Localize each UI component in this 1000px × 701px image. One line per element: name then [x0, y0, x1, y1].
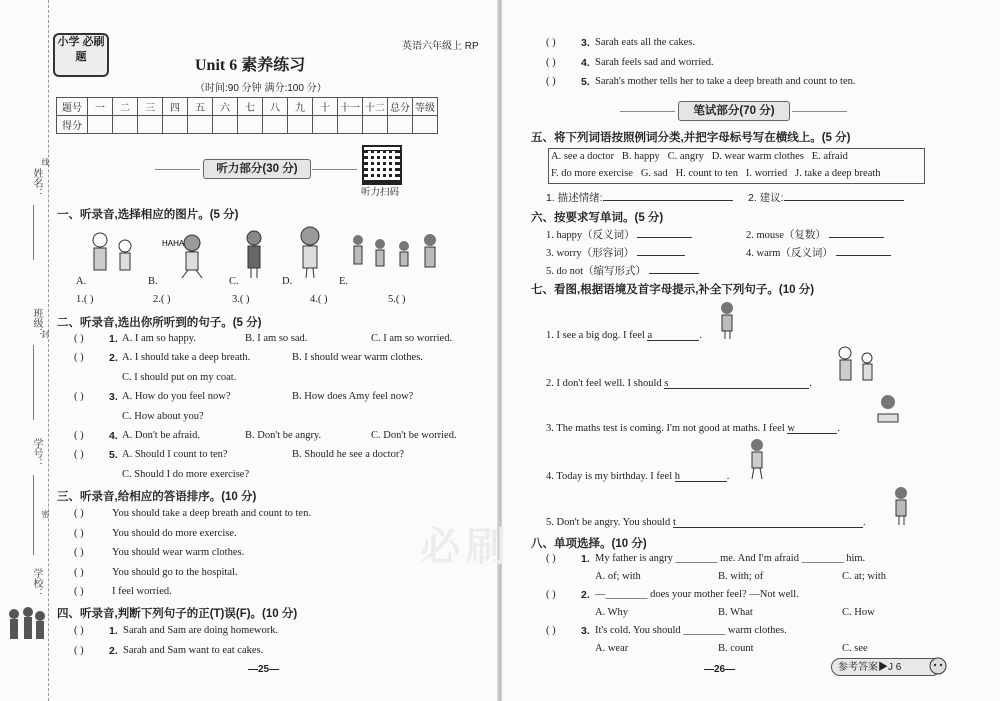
s7-item-1: 1. I see a big dog. I feel a . — [546, 330, 703, 341]
picture-letter-a: A. — [76, 276, 87, 287]
s7-picture-2-sick-boy-icon — [833, 344, 879, 386]
option-c: C. I should put on my coat. — [122, 372, 237, 383]
name-line — [33, 205, 34, 260]
question-number: 2. — [109, 352, 118, 364]
option-c: C. Should I do more exercise? — [122, 469, 250, 480]
reply-sentence: You should go to the hospital. — [112, 566, 238, 578]
s1-answer-3[interactable]: 3.( ) — [232, 294, 250, 305]
answer-paren[interactable]: ( ) — [74, 645, 84, 656]
score-header-cell: 九 — [288, 98, 313, 116]
score-row-label: 得分 — [57, 116, 88, 134]
banner-line-right — [312, 169, 357, 170]
school-label: 学校： — [31, 568, 42, 598]
word-option-i: I. worried — [745, 168, 788, 179]
score-header-cell: 十一 — [338, 98, 363, 116]
option-b: B. I should wear warm clothes. — [292, 352, 423, 363]
choice-b: B. What — [718, 607, 753, 618]
s6-item-4 — [746, 245, 891, 260]
answer-paren[interactable]: ( ) — [74, 333, 84, 344]
answer-paren[interactable]: ( ) — [546, 56, 556, 68]
answer-paren[interactable]: ( ) — [546, 37, 556, 48]
svg-text:HAHA: HAHA — [162, 239, 185, 248]
s1-answer-5[interactable]: 5.( ) — [388, 294, 406, 305]
option-b: B. I am so sad. — [245, 333, 308, 344]
option-a: A. I am so happy. — [122, 333, 196, 344]
picture-b-happy-girl-icon — [160, 228, 215, 280]
s7-picture-5-angry-boy-icon — [890, 485, 912, 527]
choice-a: A. Why — [595, 607, 629, 618]
score-input-cell[interactable] — [338, 116, 363, 134]
answer-paren[interactable]: ( ) — [74, 566, 84, 578]
score-header-cell: 五 — [188, 98, 213, 116]
answer-paren[interactable]: ( ) — [74, 449, 84, 460]
watermark: 必刷 — [420, 525, 512, 569]
word-option-j: J. take a deep breath — [795, 168, 881, 179]
score-input-cell[interactable] — [313, 116, 338, 134]
score-table-score-row — [57, 116, 438, 134]
s5-q1-blank[interactable] — [603, 190, 733, 201]
word-option-b: B. happy — [621, 151, 660, 162]
question-number: 2. — [109, 645, 118, 657]
picture-e-kids-exercise-icon — [348, 232, 448, 282]
answer-paren[interactable]: ( ) — [546, 625, 556, 636]
score-input-cell[interactable] — [163, 116, 188, 134]
score-header-cell: 等级 — [413, 98, 438, 116]
question-number: 4. — [109, 430, 118, 442]
logo-text: 小学 必刷题 — [57, 36, 105, 63]
question-number: 1. — [109, 333, 118, 345]
number-label: 学号： — [31, 438, 42, 468]
s7-item-4-hint: h — [674, 471, 680, 482]
s7-picture-3-worried-student-icon — [872, 392, 904, 428]
picture-letter-b: B. — [148, 276, 158, 287]
page-number-left: —25— — [248, 664, 280, 675]
option-b: B. Should he see a doctor? — [292, 449, 404, 460]
score-header-cell: 一 — [88, 98, 113, 116]
score-input-cell[interactable] — [413, 116, 438, 134]
s7-picture-1-scared-girl-icon — [716, 300, 738, 340]
s7-item-5-blank[interactable] — [673, 517, 863, 528]
option-c: C. Don't be worried. — [371, 430, 457, 441]
option-a: A. Should I count to ten? — [122, 449, 228, 460]
question-number: 3. — [581, 625, 590, 637]
s5-question-2 — [748, 190, 904, 205]
left-page — [0, 0, 498, 701]
picture-d-angry-girl-icon — [293, 222, 329, 280]
answer-paren[interactable]: ( ) — [74, 430, 84, 441]
question-text: My father is angry ________ me. And I'm afraid ________ him. — [595, 553, 866, 564]
answer-paren[interactable]: ( ) — [546, 76, 556, 87]
reply-sentence: You should wear warm clothes. — [112, 547, 245, 559]
page-number-right: —26— — [704, 664, 736, 675]
s7-item-2: 2. I don't feel well. I should s . — [546, 378, 812, 389]
banner-line-right-2 — [792, 111, 847, 112]
choice-a: A. wear — [595, 643, 629, 654]
listening-banner: 听力部分(30 分) — [203, 159, 311, 179]
choice-b: B. count — [718, 643, 754, 654]
answer-paren[interactable]: ( ) — [74, 625, 84, 636]
s5-q2-label: 2. 建议: — [748, 192, 784, 204]
option-b: B. Don't be angry. — [245, 430, 322, 441]
answer-paren[interactable]: ( ) — [546, 553, 556, 564]
section-5-title: 五、将下列词语按照例词分类,并把字母标号写在横线上。(5 分) — [531, 132, 851, 144]
s6-item-3-text: 3. worry（形容词） — [546, 248, 635, 259]
question-number: 5. — [581, 76, 590, 88]
choice-a: A. of; with — [595, 571, 641, 582]
answer-reference-tag — [831, 658, 941, 676]
children-silhouette-icon — [4, 600, 48, 660]
choice-c: C. How — [842, 607, 875, 618]
answer-paren[interactable]: ( ) — [546, 589, 556, 600]
picture-a-sick-boy-icon — [85, 228, 140, 280]
word-option-e: E. afraid — [811, 151, 848, 162]
reply-sentence: You should take a deep breath and count to ten. — [112, 508, 311, 519]
s6-item-2-blank[interactable] — [829, 227, 884, 238]
statement-text: Sarah's mother tells her to take a deep breath and count to ten. — [595, 76, 856, 87]
reply-sentence: I feel worried. — [112, 586, 172, 598]
section-4-title: 四、听录音,判断下列句子的正(T)误(F)。(10 分) — [57, 608, 298, 620]
word-bank-row-2 — [551, 168, 881, 179]
s6-item-5 — [546, 263, 699, 278]
s6-item-5-text: 5. do not（缩写形式） — [546, 266, 647, 277]
question-number: 5. — [109, 449, 118, 461]
s7-item-2-blank[interactable] — [664, 378, 809, 389]
s5-q1-label: 1. 描述情绪: — [546, 192, 603, 204]
question-number: 1. — [109, 625, 118, 637]
class-line — [33, 345, 34, 420]
section-6-title: 六、按要求写单词。(5 分) — [531, 212, 664, 224]
word-option-d: D. wear warm clothes — [711, 151, 804, 162]
choice-b: B. with; of — [718, 571, 764, 582]
s7-item-1-text: 1. I see a big dog. I feel — [546, 330, 645, 341]
score-header-cell: 三 — [138, 98, 163, 116]
question-number: 1. — [581, 553, 590, 565]
score-input-cell[interactable] — [388, 116, 413, 134]
section-2-title: 二、听录音,选出你所听到的句子。(5 分) — [57, 317, 262, 329]
s7-item-4-text: 4. Today is my birthday. I feel — [546, 471, 673, 482]
written-banner: 笔试部分(70 分) — [678, 101, 790, 121]
s6-item-1-blank[interactable] — [637, 227, 692, 238]
score-header-cell: 十 — [313, 98, 338, 116]
option-c: C. I am so worried. — [371, 333, 453, 344]
statement-text: Sarah eats all the cakes. — [595, 37, 695, 48]
binding-margin — [0, 0, 49, 701]
score-input-cell[interactable] — [263, 116, 288, 134]
s7-item-3-hint: w — [787, 423, 796, 434]
score-header-cell: 八 — [263, 98, 288, 116]
time-info: （时间:90 分钟 满分:100 分） — [195, 83, 327, 94]
word-option-g: G. sad — [640, 168, 668, 179]
s6-item-3 — [546, 245, 685, 260]
page-title: Unit 6 素养练习 — [195, 57, 306, 74]
s7-item-4-blank[interactable] — [675, 471, 727, 482]
s7-item-3: 3. The maths test is coming. I'm not good at maths. I feel w . — [546, 423, 841, 434]
s6-item-2-text: 2. mouse（复数） — [746, 230, 826, 241]
answer-paren[interactable]: ( ) — [74, 547, 84, 559]
s6-item-3-blank[interactable] — [637, 245, 685, 256]
xian-mark: 线 — [41, 158, 50, 166]
score-header-cell: 总分 — [388, 98, 413, 116]
s7-item-2-text: 2. I don't feel well. I should — [546, 378, 662, 389]
name-label: 姓名： — [31, 168, 42, 198]
s7-item-3-blank[interactable] — [787, 423, 837, 434]
s7-item-4: 4. Today is my birthday. I feel h . — [546, 471, 730, 482]
question-number: 3. — [109, 391, 118, 403]
score-header-cell: 题号 — [57, 98, 88, 116]
question-number: 4. — [581, 56, 590, 69]
score-header-cell: 六 — [213, 98, 238, 116]
answer-paren[interactable]: ( ) — [74, 352, 84, 363]
choice-c: C. at; with — [842, 571, 887, 582]
score-input-cell[interactable] — [288, 116, 313, 134]
option-a: A. How do you feel now? — [122, 391, 231, 402]
picture-letter-d: D. — [282, 276, 293, 287]
s7-item-5-hint: t — [672, 517, 676, 528]
s7-picture-4-happy-girl-icon — [744, 437, 770, 481]
statement-text: Sarah and Sam are doing homework. — [123, 625, 279, 636]
banner-line-left-2 — [620, 111, 675, 112]
section-3-title: 三、听录音,给相应的答语排序。(10 分) — [57, 491, 257, 503]
statement-text: Sarah feels sad and worried. — [595, 56, 714, 68]
score-input-cell[interactable] — [238, 116, 263, 134]
section-7-title: 七、看图,根据语境及首字母提示,补全下列句子。(10 分) — [531, 284, 815, 296]
s7-item-3-text: 3. The maths test is coming. I'm not good at maths. I feel — [546, 423, 785, 434]
qr-code-icon[interactable] — [362, 145, 402, 185]
s7-item-5-text: 5. Don't be angry. You should — [546, 517, 671, 528]
option-c: C. How about you? — [122, 411, 204, 422]
score-input-cell[interactable] — [113, 116, 138, 134]
answer-paren[interactable]: ( ) — [74, 508, 84, 519]
question-number: 2. — [581, 589, 590, 601]
score-table — [56, 97, 438, 134]
s7-item-1-blank[interactable] — [647, 330, 699, 341]
s5-question-1 — [546, 190, 733, 205]
s5-q2-blank[interactable] — [784, 190, 904, 201]
word-bank-box — [548, 148, 925, 184]
reply-sentence: You should do more exercise. — [112, 527, 237, 539]
score-header-cell: 二 — [113, 98, 138, 116]
score-input-cell[interactable] — [213, 116, 238, 134]
picture-letter-c: C. — [229, 276, 239, 287]
word-option-h: H. count to ten — [675, 168, 738, 179]
s6-item-4-text: 4. warm（反义词） — [746, 248, 833, 259]
feng-mark: 封 — [41, 330, 50, 338]
word-bank-row-1 — [551, 151, 848, 162]
word-option-c: C. angry — [667, 151, 704, 162]
s6-item-2 — [746, 227, 884, 242]
mi-mark: 密 — [41, 510, 50, 518]
s7-item-5: 5. Don't be angry. You should t . — [546, 517, 866, 528]
score-input-cell[interactable] — [363, 116, 388, 134]
s1-answer-4[interactable]: 4.( ) — [310, 294, 328, 305]
statement-text: Sarah and Sam want to eat cakes. — [123, 645, 264, 656]
picture-c-girl-icon — [240, 228, 270, 280]
answer-paren[interactable]: ( ) — [74, 527, 84, 539]
section-8-title: 八、单项选择。(10 分) — [531, 538, 647, 550]
number-line — [33, 475, 34, 555]
answer-tag-text: 参考答案▶J 6 — [838, 662, 902, 673]
option-a: A. I should take a deep breath. — [122, 352, 251, 363]
mascot-face-icon — [928, 656, 948, 676]
picture-letter-e: E. — [339, 276, 349, 287]
s6-item-1 — [546, 227, 692, 242]
score-table-header-row — [57, 98, 438, 116]
s1-answer-2[interactable]: 2.( ) — [153, 294, 171, 305]
choice-c: C. see — [842, 643, 868, 654]
brand-logo — [53, 33, 109, 77]
answer-paren[interactable]: ( ) — [74, 586, 84, 598]
series-label: 英语六年级上 RP — [402, 41, 479, 52]
question-number: 3. — [581, 37, 590, 49]
word-option-a: A. see a doctor — [551, 151, 614, 162]
s6-item-4-blank[interactable] — [836, 245, 891, 256]
s6-item-5-blank[interactable] — [649, 263, 699, 274]
answer-paren[interactable]: ( ) — [74, 391, 84, 402]
score-header-cell: 十二 — [363, 98, 388, 116]
score-input-cell[interactable] — [188, 116, 213, 134]
s1-answer-1[interactable]: 1.( ) — [76, 294, 94, 305]
s7-item-1-hint: a — [647, 330, 653, 341]
score-header-cell: 四 — [163, 98, 188, 116]
score-input-cell[interactable] — [138, 116, 163, 134]
word-option-f: F. do more exercise — [551, 168, 633, 179]
s6-item-1-text: 1. happy（反义词） — [546, 230, 635, 241]
qr-caption: 听力扫码 — [361, 187, 400, 198]
section-1-title: 一、听录音,选择相应的图片。(5 分) — [57, 209, 239, 221]
option-a: A. Don't be afraid. — [122, 430, 200, 441]
question-text: It's cold. You should ________ warm clothes. — [595, 625, 787, 636]
s7-item-2-hint: s — [664, 378, 669, 389]
score-header-cell: 七 — [238, 98, 263, 116]
score-input-cell[interactable] — [88, 116, 113, 134]
class-label: 班级： — [31, 308, 42, 338]
banner-line-left — [155, 169, 200, 170]
question-text: —________ does your mother feel? —Not well. — [595, 589, 799, 600]
option-b: B. How does Amy feel now? — [292, 391, 414, 402]
